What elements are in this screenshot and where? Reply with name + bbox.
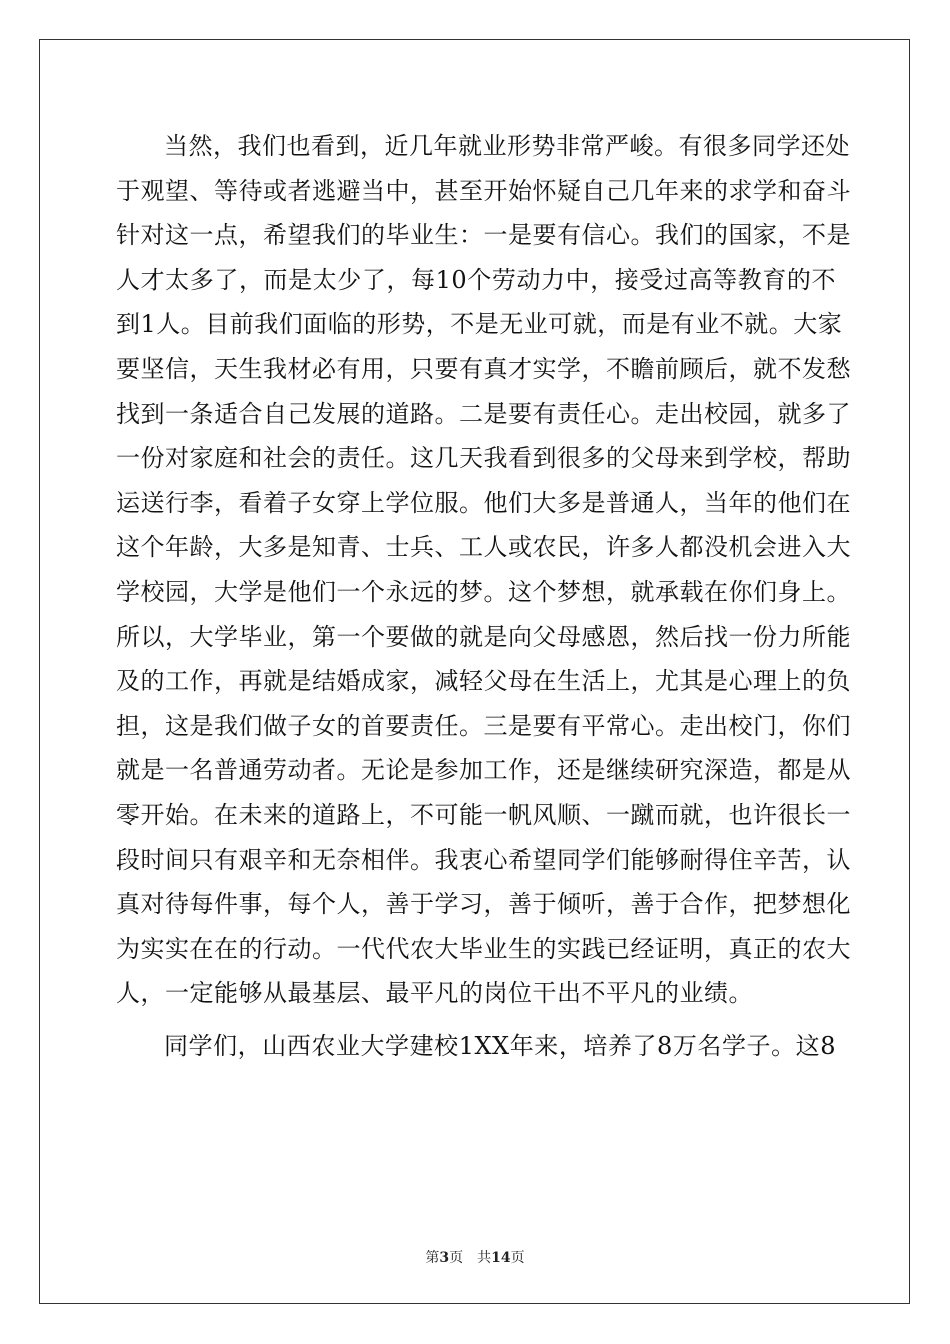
paragraph-1-line-7: 找到一条适合自己发展的道路。二是要有责任心。走出校园，就多了 xyxy=(116,399,851,428)
paragraph-1-line-17: 段时间只有艰辛和无奈相伴。我衷心希望同学们能够耐得住辛苦，认 xyxy=(116,845,851,874)
paragraph-1-line-6: 要坚信，天生我材必有用，只要有真才实学，不瞻前顾后，就不发愁 xyxy=(116,354,851,383)
footer-total-prefix: 共 xyxy=(477,1250,492,1266)
paragraph-1-line-15: 就是一名普通劳动者。无论是参加工作，还是继续研究深造，都是从 xyxy=(116,756,851,785)
paragraph-1-line-11: 学校园，大学是他们一个永远的梦。这个梦想，就承载在你们身上。 xyxy=(116,577,851,606)
paragraph-1-line-2: 于观望、等待或者逃避当中，甚至开始怀疑自己几年来的求学和奋斗 xyxy=(116,176,851,205)
paragraph-1-line-20: 人，一定能够从最基层、最平凡的岗位干出不平凡的业绩。 xyxy=(116,979,753,1008)
footer-page-prefix: 第 xyxy=(425,1250,440,1266)
paragraph-1-line-19: 为实实在在的行动。一代代农大毕业生的实践已经证明，真正的农大 xyxy=(116,934,851,963)
footer-page-suffix: 页 xyxy=(449,1250,464,1266)
footer-current-page: 3 xyxy=(439,1250,450,1266)
paragraph-1-line-1: 当然，我们也看到，近几年就业形势非常严峻。有很多同学还处 xyxy=(164,132,850,160)
paragraph-1-line-4: 人才太多了，而是太少了，每10个劳动力中，接受过高等教育的不 xyxy=(116,265,836,294)
paragraph-1-line-18: 真对待每件事，每个人，善于学习，善于倾听，善于合作，把梦想化 xyxy=(116,890,851,919)
footer-total-suffix: 页 xyxy=(510,1250,525,1266)
paragraph-1-line-5: 到1人。目前我们面临的形势，不是无业可就，而是有业不就。大家 xyxy=(116,310,843,339)
paragraph-1-line-13: 及的工作，再就是结婚成家，减轻父母在生活上，尤其是心理上的负 xyxy=(116,667,851,696)
paragraph-1-line-3: 针对这一点，希望我们的毕业生：一是要有信心。我们的国家，不是 xyxy=(116,221,851,250)
document-body xyxy=(116,124,851,1068)
page-footer xyxy=(0,1247,950,1267)
footer-total-pages: 14 xyxy=(491,1250,511,1266)
paragraph-1-line-12: 所以，大学毕业，第一个要做的就是向父母感恩，然后找一份力所能 xyxy=(116,622,851,651)
paragraph-1-line-14: 担，这是我们做子女的首要责任。三是要有平常心。走出校门，你们 xyxy=(116,711,851,740)
paragraph-1-line-8: 一份对家庭和社会的责任。这几天我看到很多的父母来到学校，帮助 xyxy=(116,444,851,473)
paragraph-2-line-1: 同学们，山西农业大学建校1XX年来，培养了8万名学子。这8 xyxy=(164,1031,836,1060)
paragraph-1-line-16: 零开始。在未来的道路上，不可能一帆风顺、一蹴而就，也许很长一 xyxy=(116,800,851,829)
paragraph-1-line-9: 运送行李，看着子女穿上学位服。他们大多是普通人，当年的他们在 xyxy=(116,488,851,517)
paragraph-1-line-10: 这个年龄，大多是知青、士兵、工人或农民，许多人都没机会进入大 xyxy=(116,533,851,562)
